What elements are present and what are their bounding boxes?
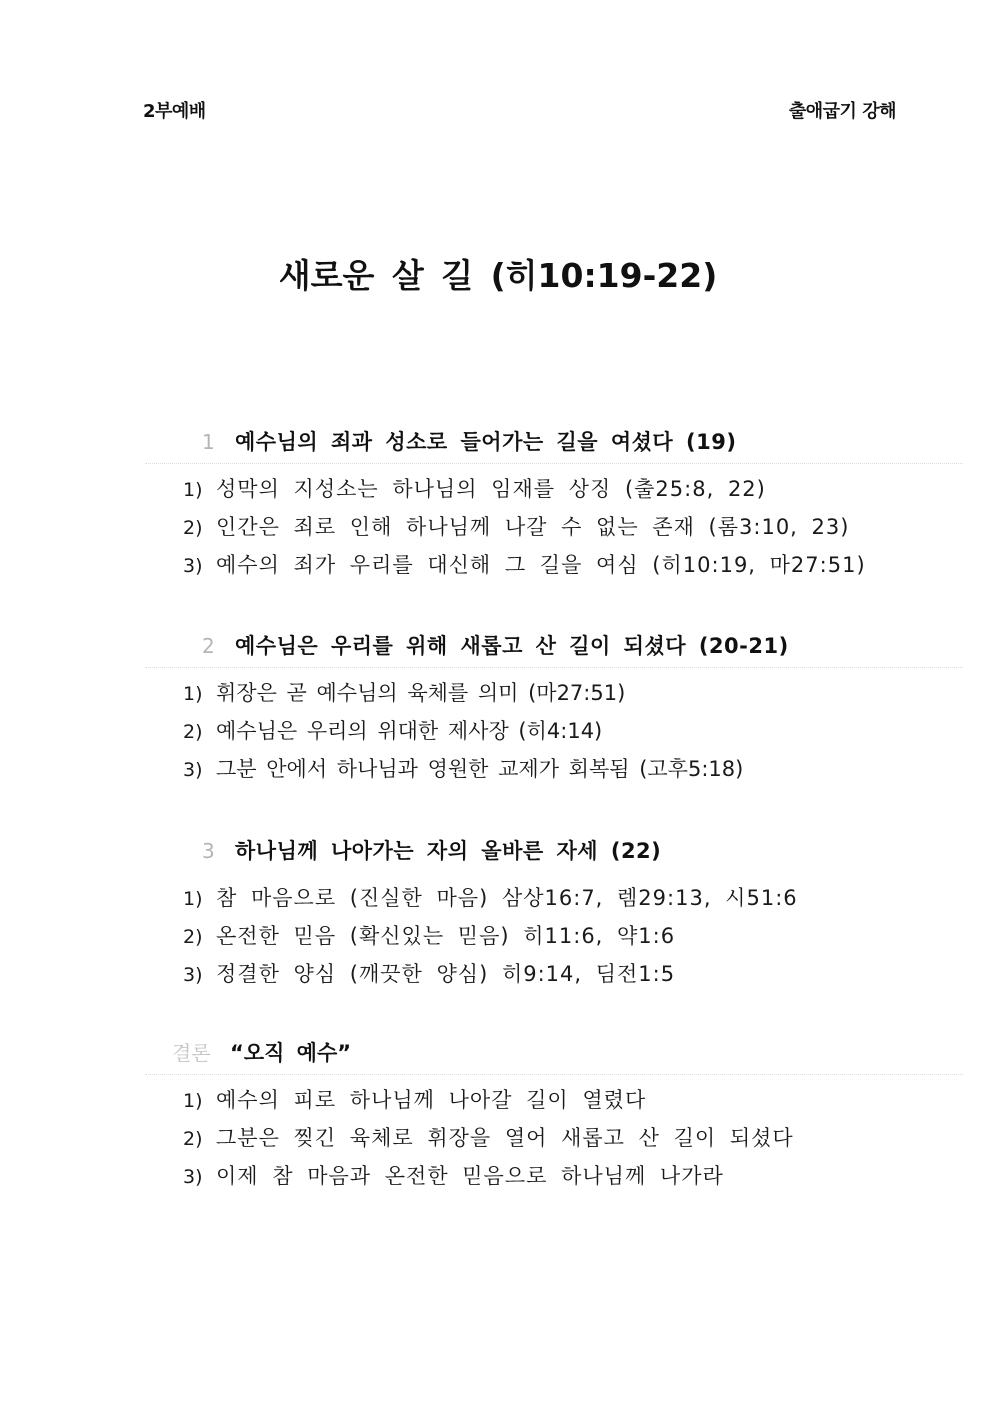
item-text: 그분은 찢긴 육체로 휘장을 열어 새롭고 산 길이 되셨다 xyxy=(216,1126,794,1150)
conclusion-items xyxy=(183,1082,794,1196)
conclusion-section xyxy=(0,1038,996,1188)
item-number: 3) xyxy=(183,555,203,577)
item-text: 성막의 지성소는 하나님의 임재를 상징 (출25:8, 22) xyxy=(216,477,766,501)
item-text: 참 마음으로 (진실한 마음) 삼상16:7, 렘29:13, 시51:6 xyxy=(216,886,798,910)
section-divider xyxy=(145,463,963,464)
item-number: 3) xyxy=(183,964,203,986)
list-item xyxy=(183,1158,794,1196)
conclusion-label: 결론 xyxy=(172,1041,211,1065)
service-label: 2부예배 xyxy=(143,101,206,122)
section-items xyxy=(183,471,866,585)
section-heading xyxy=(0,427,996,461)
item-number: 1) xyxy=(183,888,203,910)
list-item xyxy=(183,547,866,585)
item-number: 2) xyxy=(183,517,203,539)
item-text: 인간은 죄로 인해 하나님께 나갈 수 없는 존재 (롬3:10, 23) xyxy=(216,515,850,539)
item-number: 2) xyxy=(183,721,203,743)
item-text: 예수의 죄가 우리를 대신해 그 길을 여심 (히10:19, 마27:51) xyxy=(216,553,866,577)
section-title: 하나님께 나아가는 자의 올바른 자세 (22) xyxy=(235,839,662,863)
item-number: 2) xyxy=(183,926,203,948)
item-text: 정결한 양심 (깨끗한 양심) 히9:14, 딤전1:5 xyxy=(216,962,676,986)
list-item xyxy=(183,471,866,509)
series-label: 출애굽기 강해 xyxy=(788,101,896,122)
section-number: 3 xyxy=(202,839,215,863)
section-items xyxy=(183,880,798,994)
section-1 xyxy=(0,427,996,577)
list-item xyxy=(183,675,743,713)
section-number: 2 xyxy=(202,634,215,658)
section-number: 1 xyxy=(202,430,215,454)
list-item xyxy=(183,509,866,547)
item-number: 1) xyxy=(183,479,203,501)
list-item xyxy=(183,1120,794,1158)
item-number: 3) xyxy=(183,759,203,781)
section-divider xyxy=(145,667,963,668)
sermon-title: 새로운 살 길 (히10:19-22) xyxy=(278,256,718,295)
section-2 xyxy=(0,631,996,781)
item-text: 그분 안에서 하나님과 영원한 교제가 회복됨 (고후5:18) xyxy=(216,757,744,781)
list-item xyxy=(183,751,743,789)
item-number: 1) xyxy=(183,1090,203,1112)
list-item xyxy=(183,918,798,956)
list-item xyxy=(183,956,798,994)
section-divider xyxy=(145,1074,963,1075)
item-text: 이제 참 마음과 온전한 믿음으로 하나님께 나가라 xyxy=(216,1164,724,1188)
item-number: 2) xyxy=(183,1128,203,1150)
item-number: 3) xyxy=(183,1166,203,1188)
section-items xyxy=(183,675,743,789)
conclusion-heading xyxy=(0,1038,996,1072)
conclusion-title: “오직 예수” xyxy=(230,1041,352,1065)
section-heading xyxy=(0,631,996,665)
section-heading xyxy=(0,836,996,870)
item-number: 1) xyxy=(183,683,203,705)
section-title: 예수님은 우리를 위해 새롭고 산 길이 되셨다 (20-21) xyxy=(235,634,789,658)
list-item xyxy=(183,1082,794,1120)
section-3 xyxy=(0,836,996,986)
section-title: 예수님의 죄과 성소로 들어가는 길을 여셨다 (19) xyxy=(235,430,737,454)
list-item xyxy=(183,880,798,918)
item-text: 휘장은 곧 예수님의 육체를 의미 (마27:51) xyxy=(216,681,626,705)
item-text: 예수님은 우리의 위대한 제사장 (히4:14) xyxy=(216,719,603,743)
list-item xyxy=(183,713,743,751)
item-text: 예수의 피로 하나님께 나아갈 길이 열렸다 xyxy=(216,1088,647,1112)
item-text: 온전한 믿음 (확신있는 믿음) 히11:6, 약1:6 xyxy=(216,924,676,948)
